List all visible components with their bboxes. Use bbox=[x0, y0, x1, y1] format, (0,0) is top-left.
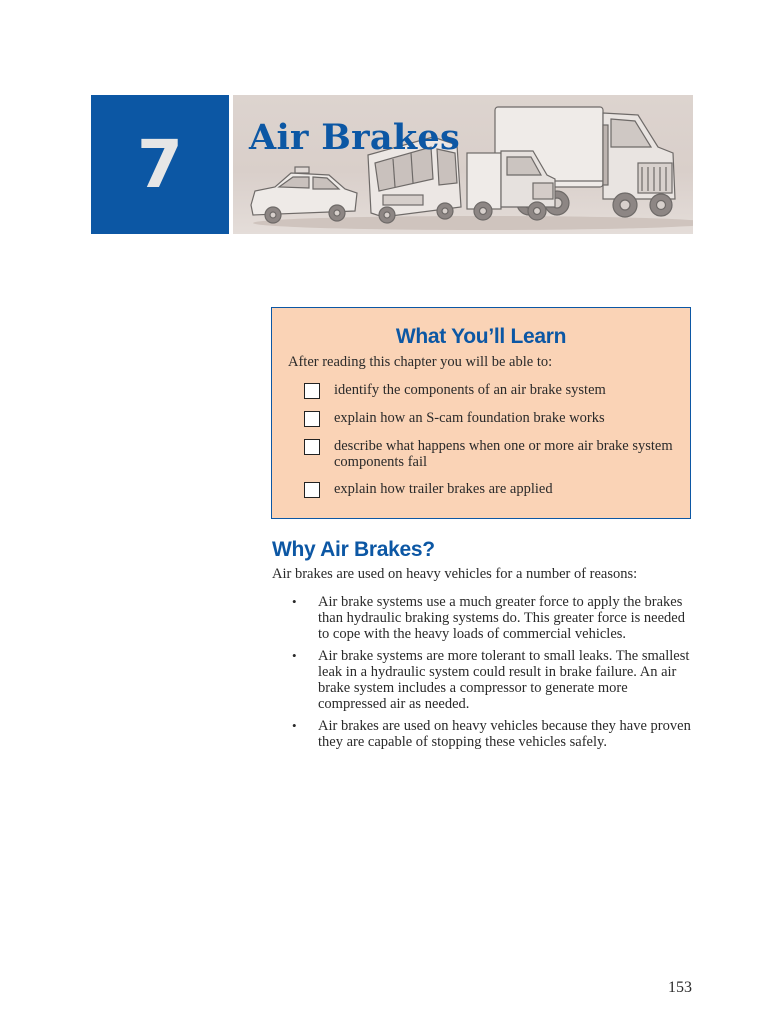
list-item bbox=[292, 594, 692, 642]
objective-text: identify the components of an air brake system bbox=[334, 382, 606, 398]
learning-objectives-box bbox=[271, 307, 691, 519]
learn-box-intro: After reading this chapter you will be able to: bbox=[288, 354, 553, 370]
objective-item bbox=[304, 382, 679, 399]
list-item bbox=[292, 718, 692, 750]
objective-text: explain how trailer brakes are applied bbox=[334, 481, 553, 497]
vehicles-illustration bbox=[233, 95, 693, 234]
chapter-banner bbox=[233, 95, 693, 234]
checkbox-icon bbox=[304, 411, 320, 427]
objective-text: describe what happens when one or more air brake system components fail bbox=[334, 438, 673, 470]
bullet-icon: • bbox=[292, 594, 297, 609]
objective-text: explain how an S-cam foundation brake works bbox=[334, 410, 605, 426]
chapter-number: 7 bbox=[137, 126, 183, 203]
page-number: 153 bbox=[668, 979, 692, 996]
chapter-number-block bbox=[91, 95, 229, 234]
section-intro: Air brakes are used on heavy vehicles for a number of reasons: bbox=[272, 566, 638, 582]
objective-item bbox=[304, 481, 679, 498]
list-item bbox=[292, 648, 692, 712]
chapter-title: Air Brakes bbox=[249, 117, 461, 158]
checkbox-icon bbox=[304, 482, 320, 498]
learn-box-heading: What You’ll Learn bbox=[395, 325, 567, 348]
objective-item bbox=[304, 410, 679, 427]
bullet-icon: • bbox=[292, 648, 297, 663]
section-heading: Why Air Brakes? bbox=[272, 538, 435, 561]
list-item-text: Air brake systems use a much greater force to apply the brakes than hydraulic braking systems do. This greater force is needed to cope with the heavy loads of commercial vehicles. bbox=[318, 594, 685, 642]
checkbox-icon bbox=[304, 439, 320, 455]
reasons-list bbox=[292, 594, 692, 756]
objective-item bbox=[304, 438, 679, 470]
list-item-text: Air brakes are used on heavy vehicles because they have proven they are capable of stopping these vehicles safely. bbox=[318, 718, 691, 750]
checkbox-icon bbox=[304, 383, 320, 399]
bullet-icon: • bbox=[292, 718, 297, 733]
list-item-text: Air brake systems are more tolerant to small leaks. The smallest leak in a hydraulic system could result in brake failure. An air brake system includes a compressor to generate more compressed air as needed. bbox=[318, 648, 690, 712]
